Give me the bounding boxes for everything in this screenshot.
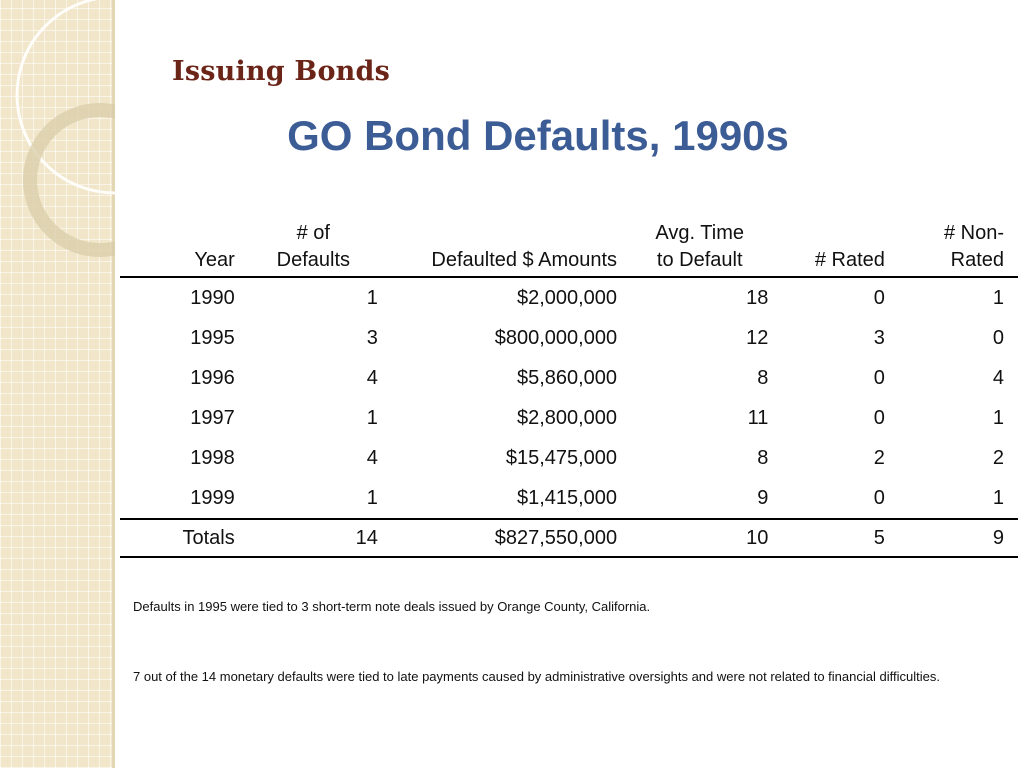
cell-amount: $5,860,000: [516, 366, 618, 389]
footnote-orange-county: Defaults in 1995 were tied to 3 short-term note deals issued by Orange County, California.: [133, 599, 651, 614]
cell-amount: $1,415,000: [516, 486, 618, 509]
cell-year: 1996: [190, 366, 235, 389]
cell-rated: 3: [873, 326, 885, 349]
cell-non-rated: 1: [992, 286, 1004, 309]
cell-total-avg-time: 10: [631, 519, 782, 557]
totals-row: [120, 519, 1018, 557]
table-row: [120, 438, 1018, 478]
cell-rated: 0: [873, 406, 885, 429]
cell-total-rated: 5: [782, 519, 899, 557]
cell-non-rated: 0: [992, 326, 1004, 349]
cell-defaults: 1: [366, 406, 378, 429]
cell-defaults: 3: [366, 326, 378, 349]
cell-rated: 0: [873, 486, 885, 509]
cell-total-defaults: 14: [249, 519, 392, 557]
table-row: [120, 398, 1018, 438]
column-header-year: Year: [120, 220, 249, 277]
cell-avg-time: 18: [746, 286, 769, 309]
column-header-defaults: # of Defaults: [249, 220, 392, 277]
cell-year: 1990: [190, 286, 235, 309]
cell-non-rated: 1: [992, 486, 1004, 509]
footnote-monetary-defaults: 7 out of the 14 monetary defaults were tied to late payments caused by administrative oversights and were not related to financial difficulties.: [133, 669, 940, 684]
column-header-rated: # Rated: [782, 220, 899, 277]
cell-rated: 2: [873, 446, 885, 469]
table-row: [120, 277, 1018, 318]
cell-rated: 0: [873, 366, 885, 389]
cell-rated: 0: [873, 286, 885, 309]
page-title: GO Bond Defaults, 1990s: [287, 112, 789, 159]
cell-avg-time: 9: [757, 486, 769, 509]
cell-total-amount: $827,550,000: [392, 519, 631, 557]
table-row: [120, 318, 1018, 358]
cell-amount: $800,000,000: [494, 326, 618, 349]
cell-non-rated: 2: [992, 446, 1004, 469]
column-header-non-rated: # Non- Rated: [899, 220, 1018, 277]
cell-avg-time: 8: [757, 446, 769, 469]
cell-totals-label: Totals: [120, 519, 249, 557]
cell-defaults: 1: [366, 486, 378, 509]
cell-total-non-rated: 9: [899, 519, 1018, 557]
cell-amount: $2,000,000: [516, 286, 618, 309]
table-row: [120, 358, 1018, 398]
cell-avg-time: 8: [757, 366, 769, 389]
cell-non-rated: 1: [992, 406, 1004, 429]
cell-defaults: 1: [366, 286, 378, 309]
cell-year: 1997: [190, 406, 235, 429]
cell-non-rated: 4: [992, 366, 1004, 389]
cell-defaults: 4: [366, 366, 378, 389]
bond-defaults-table: [120, 220, 1018, 558]
table-row: [120, 478, 1018, 519]
cell-amount: $2,800,000: [516, 406, 618, 429]
cell-amount: $15,475,000: [505, 446, 618, 469]
cell-year: 1998: [190, 446, 235, 469]
cell-avg-time: 11: [747, 406, 769, 429]
cell-year: 1999: [190, 486, 235, 509]
section-title: Issuing Bonds: [172, 56, 390, 87]
column-header-avg-time: Avg. Time to Default: [631, 220, 782, 277]
cell-defaults: 4: [366, 446, 378, 469]
column-header-defaulted-amounts: Defaulted $ Amounts: [392, 220, 631, 277]
table-header-row: [120, 220, 1018, 277]
cell-year: 1995: [190, 326, 235, 349]
cell-avg-time: 12: [746, 326, 769, 349]
